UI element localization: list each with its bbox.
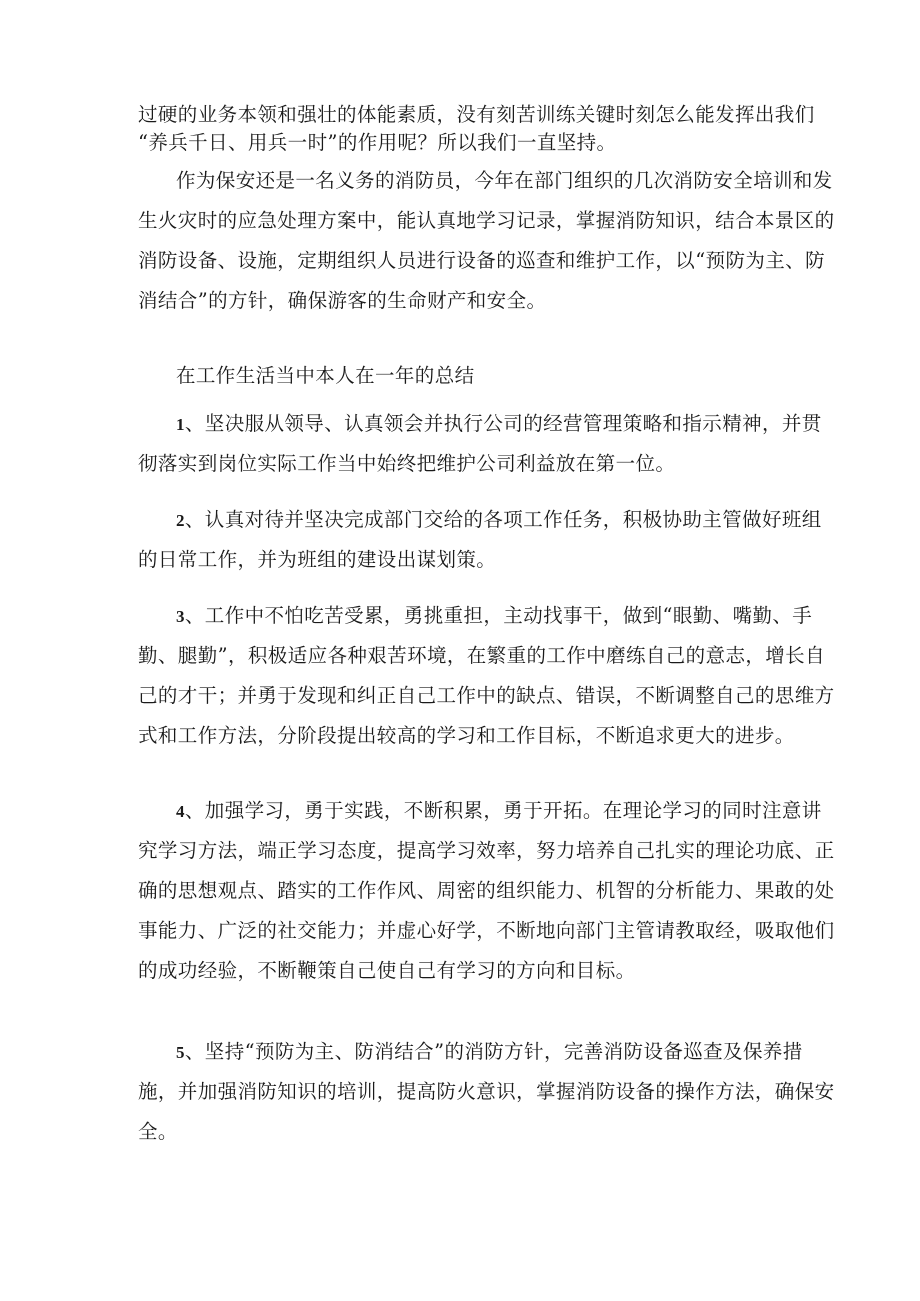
text-line: 在工作生活当中本人在一年的总结 (176, 364, 475, 387)
text-line: 彻落实到岗位实际工作当中始终把维护公司利益放在第一位。 (138, 452, 676, 475)
list-item-number: 2 (176, 511, 185, 530)
text-segment: 、坚持“预防为主、防消结合”的消防方针，完善消防设备巡查及保养措 (184, 1040, 803, 1063)
list-item-number: 1 (176, 415, 185, 434)
list-item-4 (138, 791, 835, 991)
text-line: 消结合”的方针，确保游客的生命财产和安全。 (138, 289, 547, 312)
text-line: 生火灾时的应急处理方案中，能认真地学习记录，掌握消防知识，结合本景区的 (138, 209, 835, 232)
text-segment: 、认真对待并坚决完成部门交给的各项工作任务，积极协助主管做好班组 (184, 508, 822, 531)
text-line: 作为保安还是一名义务的消防员，今年在部门组织的几次消防安全培训和发 (176, 169, 833, 192)
text-line: 事能力、广泛的社交能力；并虚心好学，不断地向部门主管请教取经，吸取他们 (138, 919, 835, 942)
paragraph-fire-safety (138, 161, 835, 321)
text-line: 全。 (138, 1120, 178, 1143)
text-line: 的日常工作，并为班组的建设出谋划策。 (138, 548, 497, 571)
text-line (138, 500, 822, 540)
list-item-5 (138, 1032, 835, 1152)
text-line: 究学习方法，端正学习态度，提高学习效率，努力培养自己扎实的理论功底、正 (138, 839, 835, 862)
text-segment: 、坚决服从领导、认真领会并执行公司的经营管理策略和指示精神，并贯 (184, 412, 822, 435)
text-line (138, 1032, 803, 1072)
text-line: “养兵千日、用兵一时”的作用呢？所以我们一直坚持。 (138, 131, 617, 154)
text-line: 己的才干；并勇于发现和纠正自己工作中的缺点、错误，不断调整自己的思维方 (138, 684, 835, 707)
text-line: 消防设备、设施，定期组织人员进行设备的巡查和维护工作，以“预防为主、防 (138, 249, 825, 272)
list-item-number: 4 (176, 802, 185, 821)
text-segment: 、工作中不怕吃苦受累，勇挑重担，主动找事干，做到“眼勤、嘴勤、手 (184, 604, 813, 627)
text-line (138, 404, 822, 444)
text-line: 过硬的业务本领和强壮的体能素质，没有刻苦训练关键时刻怎么能发挥出我们 (138, 103, 815, 126)
text-line: 式和工作方法，分阶段提出较高的学习和工作目标，不断追求更大的进步。 (138, 724, 795, 747)
text-line: 确的思想观点、踏实的工作作风、周密的组织能力、机智的分析能力、果敢的处 (138, 879, 835, 902)
list-item-3 (138, 596, 835, 756)
list-item-number: 5 (176, 1043, 185, 1062)
list-item-1 (138, 404, 822, 484)
text-segment: 、加强学习，勇于实践，不断积累，勇于开拓。在理论学习的同时注意讲 (184, 799, 822, 822)
paragraph-summary-heading (138, 356, 786, 396)
text-line: 施，并加强消防知识的培训，提高防火意识，掌握消防设备的操作方法，确保安 (138, 1080, 835, 1103)
text-line (138, 791, 822, 831)
text-line: 勤、腿勤”，积极适应各种艰苦环境，在繁重的工作中磨练自己的意志，增长自 (138, 644, 825, 667)
list-item-2 (138, 500, 822, 580)
paragraph-training-continuation (138, 101, 815, 157)
list-item-number: 3 (176, 607, 185, 626)
text-line: 的成功经验，不断鞭策自己使自己有学习的方向和目标。 (138, 959, 636, 982)
text-line (138, 596, 813, 636)
